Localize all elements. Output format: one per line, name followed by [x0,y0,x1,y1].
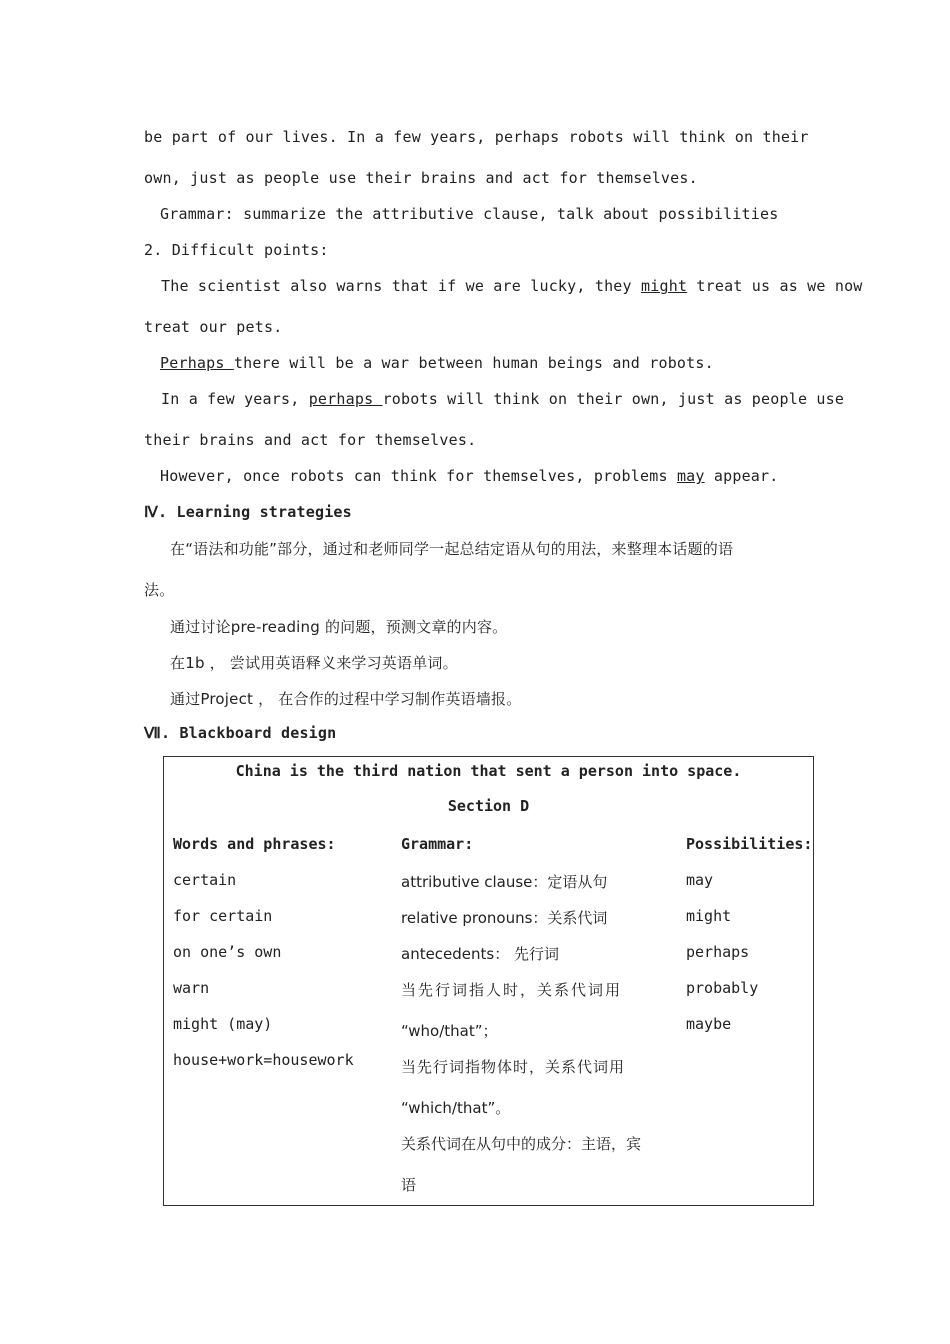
dp1-text: The scientist also warns that if we are lucky, they [161,277,641,295]
dp4-text-end: appear. [704,467,779,485]
difficult-point-1 [161,277,863,295]
grammar-item: relative pronouns：关系代词 [401,909,608,927]
difficult-point-1-cont: treat our pets. [144,318,283,336]
grammar-item: 当先行词指人时，关系代词用 [401,981,623,999]
strategy-2: 通过讨论pre-reading 的问题，预测文章的内容。 [170,618,508,636]
col-possibilities-header: Possibilities: [686,835,813,853]
strategy-3: 在1b ， 尝试用英语释义来学习英语单词。 [170,654,458,672]
dp2-underlined: Perhaps [160,354,234,372]
grammar-item: 语 [401,1176,417,1194]
dp3-text: In a few years, [161,390,309,408]
dp4-text: However, once robots can think for themselves, problems [160,467,677,485]
word-item: for certain [173,907,273,925]
strategy-1-cont: 法。 [144,581,175,599]
grammar-item: “who/that”； [401,1022,498,1040]
grammar-item: “which/that”。 [401,1099,511,1117]
possibility-item: may [686,871,714,889]
blackboard-title: Ⅶ. Blackboard design [144,724,337,742]
grammar-item: 当先行词指物体时，关系代词用 [401,1058,626,1076]
dp1-underlined: might [641,277,688,295]
possibility-item: might [686,907,732,925]
blackboard-section: Section D [447,797,530,815]
word-item: might (may) [173,1015,273,1033]
grammar-item: attributive clause：定语从句 [401,873,608,891]
grammar-item: antecedents： 先行词 [401,945,560,963]
blackboard-heading: China is the third nation that sent a person into space. [235,762,742,780]
col-grammar-header: Grammar: [401,835,474,853]
difficult-point-4 [160,467,779,485]
difficult-point-2 [160,354,714,372]
possibility-item: maybe [686,1015,732,1033]
dp3-underlined: perhaps [308,390,383,408]
difficult-point-3 [161,390,844,408]
blackboard-table [163,756,814,1206]
possibility-item: probably [686,979,759,997]
dp2-text: there will be a war between human beings and robots. [233,354,714,372]
intro-line-2: own, just as people use their brains and act for themselves. [144,169,698,187]
col-words-header: Words and phrases: [173,835,336,853]
grammar-item: 关系代词在从句中的成分：主语，宾 [401,1135,642,1153]
word-item: warn [173,979,210,997]
dp4-underlined: may [676,467,705,485]
difficult-points-title: 2. Difficult points: [144,241,329,259]
strategy-1: 在“语法和功能”部分，通过和老师同学一起总结定语从句的用法，来整理本话题的语 [170,540,734,558]
intro-line-1: be part of our lives. In a few years, perhaps robots will think on their [144,128,809,146]
word-item: house+work=housework [173,1051,354,1069]
difficult-point-3-cont: their brains and act for themselves. [144,431,477,449]
strategies-title: Ⅳ. Learning strategies [144,503,352,521]
dp3-text-end: robots will think on their own, just as people use [382,390,845,408]
word-item: on one’s own [173,943,282,961]
dp1-text-end: treat us as we now [687,277,863,295]
strategy-4: 通过Project ， 在合作的过程中学习制作英语墙报。 [170,690,522,708]
possibility-item: perhaps [686,943,750,961]
word-item: certain [173,871,237,889]
grammar-line: Grammar: summarize the attributive clause, talk about possibilities [160,205,779,223]
